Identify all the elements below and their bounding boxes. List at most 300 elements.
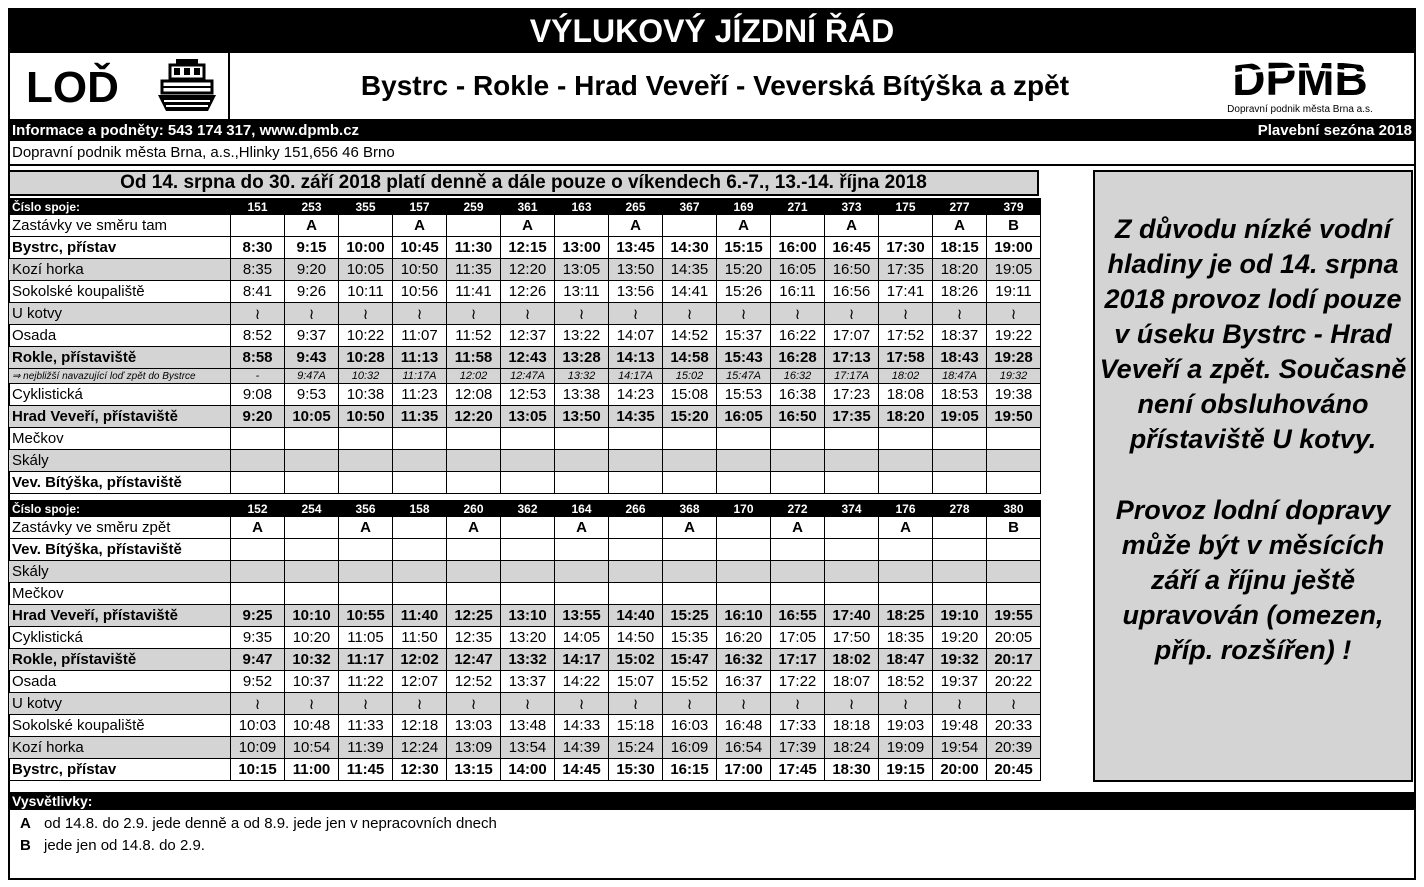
trip-code: [879, 215, 933, 237]
trip-number: 367: [663, 199, 717, 215]
departure-time: 18:25: [879, 605, 933, 627]
departure-time: 11:40: [393, 605, 447, 627]
stop-row: [9, 693, 1041, 715]
trip-number: 266: [609, 501, 663, 517]
departure-time: 19:03: [879, 715, 933, 737]
stop-name: Vev. Bítýška, přístaviště: [9, 472, 231, 494]
departure-time: 9:15: [285, 237, 339, 259]
departure-time: 10:09: [231, 737, 285, 759]
departure-time: 18:47A: [933, 369, 987, 384]
departure-time: 16:22: [771, 325, 825, 347]
departure-time: ≀: [231, 693, 285, 715]
departure-time: [933, 472, 987, 494]
departure-time: ≀: [879, 693, 933, 715]
trip-number: 278: [933, 501, 987, 517]
departure-time: 13:28: [555, 347, 609, 369]
stop-name: Osada: [9, 325, 231, 347]
departure-time: [555, 428, 609, 450]
departure-time: 20:17: [987, 649, 1041, 671]
departure-time: 14:45: [555, 759, 609, 781]
departure-time: [231, 583, 285, 605]
departure-time: 15:20: [663, 406, 717, 428]
departure-time: 18:08: [879, 384, 933, 406]
departure-time: 15:08: [663, 384, 717, 406]
departure-time: [231, 472, 285, 494]
departure-time: 14:50: [609, 627, 663, 649]
departure-time: 15:52: [663, 671, 717, 693]
departure-time: 15:47A: [717, 369, 771, 384]
trip-number: 158: [393, 501, 447, 517]
legend-text: od 14.8. do 2.9. jede denně a od 8.9. jede jen v nepracovních dnech: [44, 815, 497, 832]
departure-time: ≀: [879, 303, 933, 325]
departure-time: 17:39: [771, 737, 825, 759]
departure-time: 17:41: [879, 281, 933, 303]
departure-time: 10:45: [393, 237, 447, 259]
departure-time: 18:43: [933, 347, 987, 369]
route-title: Bystrc - Rokle - Hrad Veveří - Veverská Bítýška a zpět: [360, 70, 1070, 101]
departure-time: 13:50: [609, 259, 663, 281]
departure-time: [663, 583, 717, 605]
departure-time: [393, 450, 447, 472]
departure-time: ≀: [609, 693, 663, 715]
departure-time: 12:18: [393, 715, 447, 737]
departure-time: 14:17: [555, 649, 609, 671]
departure-time: 13:37: [501, 671, 555, 693]
trip-number: 176: [879, 501, 933, 517]
departure-time: 15:25: [663, 605, 717, 627]
departure-time: 16:00: [771, 237, 825, 259]
stop-name: Cyklistická: [9, 384, 231, 406]
departure-time: 19:38: [987, 384, 1041, 406]
trip-code: [933, 517, 987, 539]
departure-time: [393, 539, 447, 561]
departure-time: 11:30: [447, 237, 501, 259]
departure-time: 15:02: [609, 649, 663, 671]
departure-time: 18:07: [825, 671, 879, 693]
departure-time: [987, 450, 1041, 472]
departure-time: 14:17A: [609, 369, 663, 384]
departure-time: [285, 539, 339, 561]
departure-time: 18:26: [933, 281, 987, 303]
trip-code: [231, 215, 285, 237]
departure-time: 11:45: [339, 759, 393, 781]
departure-time: 18:35: [879, 627, 933, 649]
departure-time: 12:15: [501, 237, 555, 259]
departure-time: 11:35: [447, 259, 501, 281]
direction-label: Zastávky ve směru zpět: [9, 517, 231, 539]
departure-time: 16:10: [717, 605, 771, 627]
departure-time: [393, 561, 447, 583]
departure-time: 9:20: [285, 259, 339, 281]
departure-time: [987, 583, 1041, 605]
departure-time: 12:24: [393, 737, 447, 759]
departure-time: 20:05: [987, 627, 1041, 649]
departure-time: 11:22: [339, 671, 393, 693]
departure-time: 13:09: [447, 737, 501, 759]
departure-time: 17:45: [771, 759, 825, 781]
departure-time: 10:56: [393, 281, 447, 303]
departure-time: ≀: [285, 693, 339, 715]
departure-time: 12:26: [501, 281, 555, 303]
trip-number: 157: [393, 199, 447, 215]
departure-time: 8:35: [231, 259, 285, 281]
stop-row: [9, 715, 1041, 737]
trip-code: A: [663, 517, 717, 539]
legend-code: A: [20, 815, 31, 832]
departure-time: 9:26: [285, 281, 339, 303]
stop-row: [9, 303, 1041, 325]
departure-time: ≀: [825, 693, 879, 715]
direction-label: Zastávky ve směru tam: [9, 215, 231, 237]
departure-time: 11:05: [339, 627, 393, 649]
stop-name: ⇒ nejbližší navazující loď zpět do Bystrce: [9, 369, 231, 384]
departure-time: 10:03: [231, 715, 285, 737]
departure-time: 19:05: [987, 259, 1041, 281]
departure-time: [933, 539, 987, 561]
departure-time: 17:05: [771, 627, 825, 649]
departure-time: 16:50: [771, 406, 825, 428]
stop-name: Bystrc, přístav: [9, 237, 231, 259]
stop-row: [9, 325, 1041, 347]
dpmb-logo-text: DPMB: [1232, 55, 1368, 101]
departure-time: 15:18: [609, 715, 663, 737]
departure-time: 10:28: [339, 347, 393, 369]
trip-number: 362: [501, 501, 555, 517]
departure-time: [933, 450, 987, 472]
departure-time: 16:20: [717, 627, 771, 649]
departure-time: [285, 583, 339, 605]
departure-time: 12:07: [393, 671, 447, 693]
info-bar: [8, 121, 1416, 141]
departure-time: 16:45: [825, 237, 879, 259]
departure-time: 14:39: [555, 737, 609, 759]
departure-time: ≀: [447, 303, 501, 325]
departure-time: [771, 561, 825, 583]
departure-time: 16:11: [771, 281, 825, 303]
departure-time: -: [231, 369, 285, 384]
departure-time: 10:00: [339, 237, 393, 259]
dpmb-logo-subtitle: Dopravní podnik města Brna a.s.: [1227, 104, 1373, 115]
departure-time: [339, 583, 393, 605]
divider: [8, 164, 1416, 166]
departure-time: 14:13: [609, 347, 663, 369]
stop-name: Skály: [9, 561, 231, 583]
departure-time: 9:53: [285, 384, 339, 406]
trip-number: 373: [825, 199, 879, 215]
trip-number: 271: [771, 199, 825, 215]
departure-time: 11:13: [393, 347, 447, 369]
departure-time: ≀: [285, 303, 339, 325]
departure-time: [987, 428, 1041, 450]
departure-time: 10:15: [231, 759, 285, 781]
departure-time: 13:03: [447, 715, 501, 737]
trip-code: [285, 517, 339, 539]
trip-code: A: [447, 517, 501, 539]
departure-time: [771, 539, 825, 561]
trip-number: 260: [447, 501, 501, 517]
departure-time: 13:54: [501, 737, 555, 759]
departure-time: 13:05: [555, 259, 609, 281]
departure-time: ≀: [663, 693, 717, 715]
departure-time: 13:50: [555, 406, 609, 428]
departure-time: ≀: [339, 303, 393, 325]
departure-time: [393, 472, 447, 494]
trip-code: [447, 215, 501, 237]
departure-time: 14:23: [609, 384, 663, 406]
departure-time: [555, 561, 609, 583]
departure-time: 17:17A: [825, 369, 879, 384]
departure-time: 12:30: [393, 759, 447, 781]
stop-row: [9, 539, 1041, 561]
departure-time: 9:08: [231, 384, 285, 406]
departure-time: 14:52: [663, 325, 717, 347]
departure-time: 20:45: [987, 759, 1041, 781]
departure-time: 13:15: [447, 759, 501, 781]
departure-time: 10:55: [339, 605, 393, 627]
departure-time: [339, 561, 393, 583]
trip-number: 277: [933, 199, 987, 215]
trip-number-row: [9, 199, 1041, 215]
departure-time: [717, 428, 771, 450]
trip-code: B: [987, 215, 1041, 237]
departure-time: [555, 583, 609, 605]
departure-time: 14:40: [609, 605, 663, 627]
departure-time: 16:38: [771, 384, 825, 406]
departure-time: [771, 428, 825, 450]
trip-code: A: [339, 517, 393, 539]
trip-number: 355: [339, 199, 393, 215]
departure-time: [231, 428, 285, 450]
departure-time: [285, 450, 339, 472]
departure-time: 16:05: [771, 259, 825, 281]
stop-name: Bystrc, přístav: [9, 759, 231, 781]
stop-row: [9, 450, 1041, 472]
departure-time: [609, 472, 663, 494]
trip-number: 152: [231, 501, 285, 517]
departure-time: [393, 428, 447, 450]
departure-time: 17:07: [825, 325, 879, 347]
trip-number: 259: [447, 199, 501, 215]
departure-time: ≀: [339, 693, 393, 715]
departure-time: 16:50: [825, 259, 879, 281]
departure-time: [501, 428, 555, 450]
departure-time: 19:32: [987, 369, 1041, 384]
departure-time: 18:20: [933, 259, 987, 281]
departure-time: [339, 428, 393, 450]
departure-time: 11:52: [447, 325, 501, 347]
trip-number: 265: [609, 199, 663, 215]
departure-time: 18:15: [933, 237, 987, 259]
departure-time: 13:10: [501, 605, 555, 627]
stop-name: Vev. Bítýška, přístaviště: [9, 539, 231, 561]
trip-code: [501, 517, 555, 539]
departure-time: ≀: [933, 693, 987, 715]
notice-paragraph-2: Provoz lodní dopravy může být v měsících září a říjnu ještě upravován (omezen, příp. rozšířen) !: [1115, 495, 1391, 665]
trip-number: 380: [987, 501, 1041, 517]
departure-time: [825, 472, 879, 494]
departure-time: 18:37: [933, 325, 987, 347]
stop-row: [9, 649, 1041, 671]
departure-time: [825, 450, 879, 472]
trip-number: 356: [339, 501, 393, 517]
departure-time: 19:15: [879, 759, 933, 781]
trip-number: 151: [231, 199, 285, 215]
departure-time: ≀: [987, 693, 1041, 715]
departure-time: 16:05: [717, 406, 771, 428]
trip-code: A: [609, 215, 663, 237]
stop-row: [9, 605, 1041, 627]
stop-row: [9, 259, 1041, 281]
contact-info: Informace a podněty: 543 174 317, www.dpmb.cz: [12, 122, 360, 139]
stop-name: Osada: [9, 671, 231, 693]
departure-time: 10:20: [285, 627, 339, 649]
departure-time: [717, 561, 771, 583]
trip-code: [555, 215, 609, 237]
departure-time: [663, 539, 717, 561]
season-label: Plavební sezóna 2018: [1257, 122, 1412, 139]
departure-time: [879, 428, 933, 450]
departure-time: 14:35: [663, 259, 717, 281]
trip-number: 170: [717, 501, 771, 517]
departure-time: 13:48: [501, 715, 555, 737]
trip-code: A: [771, 517, 825, 539]
departure-time: [447, 539, 501, 561]
stop-name: Mečkov: [9, 583, 231, 605]
boat-icon: [156, 57, 218, 115]
departure-time: ≀: [825, 303, 879, 325]
departure-time: [285, 428, 339, 450]
departure-time: 11:07: [393, 325, 447, 347]
departure-time: ≀: [447, 693, 501, 715]
trip-code: A: [717, 215, 771, 237]
departure-time: 15:47: [663, 649, 717, 671]
departure-time: 11:17A: [393, 369, 447, 384]
trip-number-label: Číslo spoje:: [9, 501, 231, 517]
trip-code: [825, 517, 879, 539]
departure-time: 16:32: [771, 369, 825, 384]
departure-time: ≀: [393, 693, 447, 715]
trip-code: B: [987, 517, 1041, 539]
inbound-timetable: [8, 500, 1041, 781]
departure-time: [501, 539, 555, 561]
departure-time: 16:37: [717, 671, 771, 693]
departure-time: ≀: [501, 303, 555, 325]
departure-time: [879, 539, 933, 561]
stop-row: [9, 627, 1041, 649]
departure-time: 12:08: [447, 384, 501, 406]
departure-time: 10:50: [339, 406, 393, 428]
departure-time: [663, 450, 717, 472]
departure-time: 15:20: [717, 259, 771, 281]
departure-time: 15:15: [717, 237, 771, 259]
departure-time: 17:35: [825, 406, 879, 428]
departure-time: [933, 561, 987, 583]
departure-time: 9:52: [231, 671, 285, 693]
departure-time: 18:02: [825, 649, 879, 671]
departure-time: 15:30: [609, 759, 663, 781]
notice-paragraph-1: Z důvodu nízké vodní hladiny je od 14. srpna 2018 provoz lodí pouze v úseku Bystrc - Hrad Veveří a zpět. Současně není obsluhováno přístaviště U kotvy.: [1099, 214, 1407, 454]
departure-time: [717, 472, 771, 494]
departure-time: [555, 450, 609, 472]
departure-time: 16:54: [717, 737, 771, 759]
departure-time: 13:45: [609, 237, 663, 259]
stop-name: Kozí horka: [9, 737, 231, 759]
departure-time: 14:00: [501, 759, 555, 781]
stop-row: [9, 384, 1041, 406]
trip-code: [663, 215, 717, 237]
departure-time: [501, 450, 555, 472]
trip-number: 175: [879, 199, 933, 215]
trip-code: [717, 517, 771, 539]
departure-time: 16:09: [663, 737, 717, 759]
departure-time: 18:53: [933, 384, 987, 406]
departure-time: [825, 583, 879, 605]
departure-time: 11:39: [339, 737, 393, 759]
departure-time: 18:47: [879, 649, 933, 671]
stop-name: U kotvy: [9, 693, 231, 715]
departure-time: 18:20: [879, 406, 933, 428]
departure-time: 19:28: [987, 347, 1041, 369]
departure-time: 8:52: [231, 325, 285, 347]
departure-time: [555, 539, 609, 561]
departure-time: ≀: [771, 303, 825, 325]
departure-time: ≀: [231, 303, 285, 325]
departure-time: 9:20: [231, 406, 285, 428]
departure-time: 8:58: [231, 347, 285, 369]
departure-time: 19:00: [987, 237, 1041, 259]
departure-time: 10:05: [339, 259, 393, 281]
departure-time: [231, 539, 285, 561]
trip-code: A: [933, 215, 987, 237]
departure-time: [771, 450, 825, 472]
departure-time: 17:23: [825, 384, 879, 406]
departure-time: [879, 472, 933, 494]
departure-time: [825, 539, 879, 561]
departure-time: [447, 450, 501, 472]
stop-name: Kozí horka: [9, 259, 231, 281]
departure-time: [879, 583, 933, 605]
transport-type-label: LOĎ: [26, 63, 119, 112]
departure-time: [987, 472, 1041, 494]
departure-time: 12:53: [501, 384, 555, 406]
departure-time: 19:32: [933, 649, 987, 671]
departure-time: 11:58: [447, 347, 501, 369]
departure-time: 10:38: [339, 384, 393, 406]
departure-time: 12:20: [501, 259, 555, 281]
departure-time: [717, 539, 771, 561]
departure-time: 16:28: [771, 347, 825, 369]
departure-time: [339, 539, 393, 561]
departure-time: 13:22: [555, 325, 609, 347]
trip-number: 164: [555, 501, 609, 517]
departure-time: [717, 583, 771, 605]
stop-row: [9, 406, 1041, 428]
stop-row: [9, 759, 1041, 781]
page-title: VÝLUKOVÝ JÍZDNÍ ŘÁD: [8, 8, 1416, 53]
trip-code: [609, 517, 663, 539]
departure-time: ≀: [933, 303, 987, 325]
departure-time: 16:03: [663, 715, 717, 737]
trip-number-row: [9, 501, 1041, 517]
operator-address: Dopravní podnik města Brna, a.s.,Hlinky 151,656 46 Brno: [12, 144, 395, 161]
legend-text: jede jen od 14.8. do 2.9.: [44, 837, 205, 854]
departure-time: [339, 472, 393, 494]
departure-time: [771, 583, 825, 605]
departure-time: 10:37: [285, 671, 339, 693]
departure-time: 8:30: [231, 237, 285, 259]
trip-number: 253: [285, 199, 339, 215]
trip-code: [393, 517, 447, 539]
